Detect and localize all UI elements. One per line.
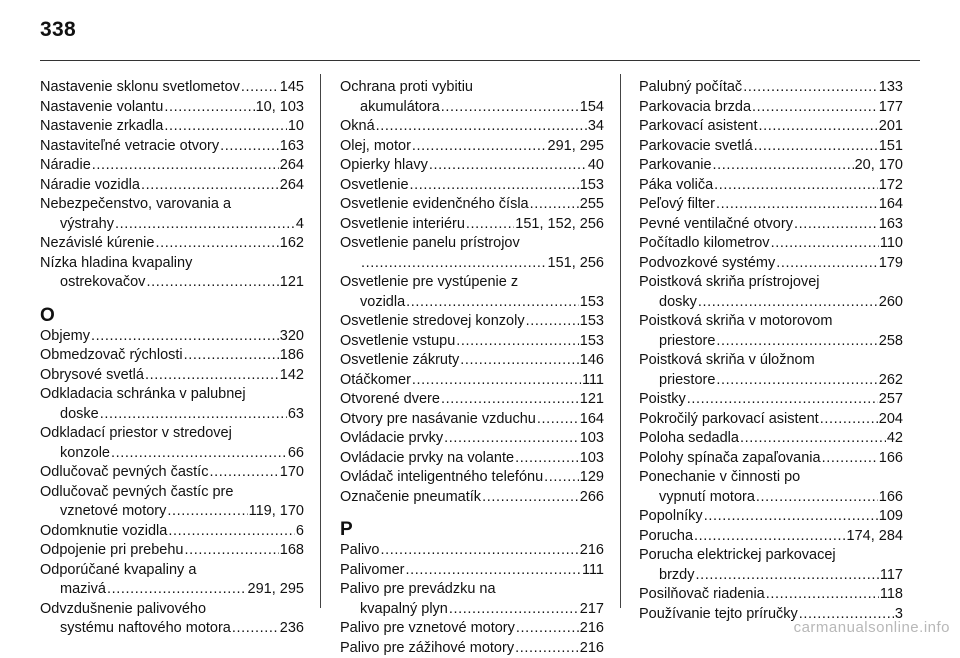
- entry-term: Označenie pneumatík: [340, 488, 481, 508]
- index-entry: [639, 195, 903, 215]
- entry-page-ref: 170: [280, 463, 304, 483]
- dot-leader: [740, 429, 886, 449]
- dot-leader: [515, 639, 579, 658]
- index-column-1: [40, 78, 304, 639]
- dot-leader: [460, 351, 579, 371]
- index-entry: [40, 156, 304, 176]
- dot-leader: [714, 176, 878, 196]
- entry-term: Osvetlenie: [340, 176, 409, 196]
- index-entry: [639, 117, 903, 137]
- dot-leader: [516, 619, 579, 639]
- dot-leader: [167, 502, 247, 522]
- entry-term: Nezávislé kúrenie: [40, 234, 154, 254]
- dot-leader: [406, 293, 579, 313]
- entry-page-ref: 264: [280, 176, 304, 196]
- entry-page-ref: 146: [580, 351, 604, 371]
- dot-leader: [184, 346, 279, 366]
- index-entry: [340, 541, 604, 561]
- entry-page-ref: 164: [580, 410, 604, 430]
- dot-leader: [466, 215, 514, 235]
- entry-page-ref: 117: [880, 566, 903, 586]
- entry-term: výstrahy: [60, 215, 114, 235]
- index-entry: [40, 327, 304, 347]
- entry-page-ref: 118: [880, 585, 903, 605]
- entry-term: kvapalný plyn: [360, 600, 448, 620]
- index-entry: [639, 78, 903, 98]
- entry-page-ref: 119, 170: [249, 502, 304, 522]
- entry-term: Odvzdušnenie palivového: [40, 600, 206, 620]
- dot-leader: [704, 507, 878, 527]
- entry-term: Ochrana proti vybitiu: [340, 78, 473, 98]
- entry-page-ref: 153: [580, 293, 604, 313]
- entry-page-ref: 153: [580, 176, 604, 196]
- entry-term: Olej, motor: [340, 137, 411, 157]
- entry-term: Otáčkomer: [340, 371, 411, 391]
- entry-term: Poistky: [639, 390, 686, 410]
- entry-term: Páka voliča: [639, 176, 713, 196]
- index-entry: [40, 254, 304, 293]
- entry-term: Odkladací priestor v stredovej: [40, 424, 232, 444]
- index-entry: [40, 600, 304, 639]
- entry-term: Palivo pre prevádzku na: [340, 580, 496, 600]
- index-entry: [639, 390, 903, 410]
- index-entry: [340, 488, 604, 508]
- entry-term: Nebezpečenstvo, varovania a: [40, 195, 231, 215]
- entry-page-ref: 174, 284: [847, 527, 903, 547]
- entry-term: Náradie vozidla: [40, 176, 140, 196]
- entry-page-ref: 163: [280, 137, 304, 157]
- entry-page-ref: 153: [580, 332, 604, 352]
- entry-page-ref: 10: [288, 117, 304, 137]
- dot-leader: [694, 527, 846, 547]
- dot-leader: [405, 561, 580, 581]
- dot-leader: [752, 98, 878, 118]
- dot-leader: [441, 390, 579, 410]
- entry-term: Palivo pre vznetové motory: [340, 619, 515, 639]
- column-divider: [620, 74, 621, 608]
- index-entry: [639, 215, 903, 235]
- entry-page-ref: 154: [580, 98, 604, 118]
- dot-leader: [687, 390, 878, 410]
- entry-term: Osvetlenie zákruty: [340, 351, 459, 371]
- entry-term: Odlučovač pevných častíc pre: [40, 483, 233, 503]
- entry-term: akumulátora: [360, 98, 440, 118]
- entry-term: Osvetlenie vstupu: [340, 332, 455, 352]
- dot-leader: [794, 215, 878, 235]
- entry-term: Odkladacia schránka v palubnej: [40, 385, 246, 405]
- entry-term: dosky: [659, 293, 697, 313]
- entry-page-ref: 40: [588, 156, 604, 176]
- dot-leader: [209, 463, 278, 483]
- entry-page-ref: 3: [895, 605, 903, 625]
- entry-page-ref: 258: [879, 332, 903, 352]
- index-entry: [639, 234, 903, 254]
- dot-leader: [91, 327, 279, 347]
- index-entry: [40, 463, 304, 483]
- index-entry: [639, 527, 903, 547]
- index-entry: [639, 468, 903, 507]
- entry-term: Osvetlenie evidenčného čísla: [340, 195, 529, 215]
- entry-term: Pokročilý parkovací asistent: [639, 410, 819, 430]
- entry-term: Peľový filter: [639, 195, 715, 215]
- entry-term: doske: [60, 405, 99, 425]
- entry-term: Podvozkové systémy: [639, 254, 775, 274]
- index-entry: [40, 98, 304, 118]
- index-entry: [40, 234, 304, 254]
- entry-term: Poistková skriňa prístrojovej: [639, 273, 820, 293]
- index-entry: [40, 541, 304, 561]
- entry-term: Ovládacie prvky na volante: [340, 449, 514, 469]
- dot-leader: [145, 366, 279, 386]
- entry-page-ref: 216: [580, 639, 604, 658]
- entry-page-ref: 121: [280, 273, 304, 293]
- index-letter-heading: P: [340, 519, 604, 541]
- entry-term: konzole: [60, 444, 110, 464]
- watermark: carmanualsonline.info: [794, 619, 950, 636]
- dot-leader: [754, 137, 878, 157]
- index-entry: [639, 156, 903, 176]
- dot-leader: [155, 234, 278, 254]
- dot-leader: [743, 78, 878, 98]
- index-entry: [340, 449, 604, 469]
- dot-leader: [766, 585, 879, 605]
- dot-leader: [164, 98, 254, 118]
- entry-page-ref: 260: [879, 293, 903, 313]
- entry-term: Posilňovač riadenia: [639, 585, 765, 605]
- dot-leader: [698, 293, 878, 313]
- entry-page-ref: 257: [879, 390, 903, 410]
- index-entry: [40, 483, 304, 522]
- entry-term: Nízka hladina kvapaliny: [40, 254, 192, 274]
- entry-term: Popolníky: [639, 507, 703, 527]
- entry-term: brzdy: [659, 566, 694, 586]
- dot-leader: [361, 254, 547, 274]
- dot-leader: [164, 117, 287, 137]
- dot-leader: [168, 522, 295, 542]
- entry-term: priestore: [659, 371, 715, 391]
- entry-page-ref: 186: [280, 346, 304, 366]
- index-entry: [340, 312, 604, 332]
- entry-page-ref: 216: [580, 619, 604, 639]
- entry-term: Okná: [340, 117, 375, 137]
- entry-term: systému naftového motora: [60, 619, 231, 639]
- index-entry: [340, 273, 604, 312]
- entry-page-ref: 166: [879, 488, 903, 508]
- entry-page-ref: 266: [580, 488, 604, 508]
- dot-leader: [241, 78, 279, 98]
- entry-page-ref: 216: [580, 541, 604, 561]
- entry-term: Otvorené dvere: [340, 390, 440, 410]
- index-entry: [639, 312, 903, 351]
- entry-page-ref: 34: [588, 117, 604, 137]
- entry-page-ref: 151: [879, 137, 903, 157]
- index-entry: [340, 429, 604, 449]
- dot-leader: [381, 541, 579, 561]
- dot-leader: [758, 117, 877, 137]
- entry-term: Osvetlenie interiéru: [340, 215, 465, 235]
- index-entry: [639, 449, 903, 469]
- dot-leader: [756, 488, 878, 508]
- index-entry: [639, 176, 903, 196]
- entry-term: Pevné ventilačné otvory: [639, 215, 793, 235]
- entry-term: Palubný počítač: [639, 78, 742, 98]
- index-entry: [639, 429, 903, 449]
- entry-page-ref: 111: [582, 371, 604, 391]
- index-entry: [639, 254, 903, 274]
- index-entry: [40, 561, 304, 600]
- index-entry: [639, 507, 903, 527]
- dot-leader: [526, 312, 579, 332]
- entry-page-ref: 103: [580, 429, 604, 449]
- dot-leader: [449, 600, 579, 620]
- entry-term: vozidla: [360, 293, 405, 313]
- entry-page-ref: 168: [280, 541, 304, 561]
- index-entry: [639, 546, 903, 585]
- index-entry: [340, 195, 604, 215]
- entry-page-ref: 291, 295: [548, 137, 604, 157]
- entry-page-ref: 217: [580, 600, 604, 620]
- index-entry: [639, 137, 903, 157]
- entry-term: Ponechanie v činnosti po: [639, 468, 800, 488]
- index-entry: [340, 351, 604, 371]
- entry-term: Palivo pre zážihové motory: [340, 639, 514, 658]
- entry-page-ref: 291, 295: [248, 580, 304, 600]
- dot-leader: [185, 541, 279, 561]
- entry-page-ref: 151, 256: [548, 254, 604, 274]
- column-divider: [320, 74, 321, 608]
- dot-leader: [537, 410, 579, 430]
- dot-leader: [412, 137, 547, 157]
- entry-term: Ovládač inteligentného telefónu: [340, 468, 543, 488]
- entry-term: Obmedzovač rýchlosti: [40, 346, 183, 366]
- index-entry: [639, 585, 903, 605]
- dot-leader: [695, 566, 878, 586]
- entry-term: Odlučovač pevných častíc: [40, 463, 208, 483]
- index-entry: [340, 176, 604, 196]
- entry-page-ref: 111: [582, 561, 604, 581]
- index-entry: [340, 234, 604, 273]
- entry-page-ref: 129: [580, 468, 604, 488]
- page-number: 338: [40, 18, 76, 42]
- index-column-2: [340, 78, 604, 658]
- index-entry: [340, 390, 604, 410]
- index-entry: [340, 117, 604, 137]
- index-entry: [340, 410, 604, 430]
- entry-term: Polohy spínača zapaľovania: [639, 449, 821, 469]
- entry-term: Objemy: [40, 327, 90, 347]
- dot-leader: [544, 468, 579, 488]
- entry-page-ref: 255: [580, 195, 604, 215]
- dot-leader: [441, 98, 579, 118]
- entry-page-ref: 10, 103: [256, 98, 304, 118]
- dot-leader: [776, 254, 878, 274]
- entry-page-ref: 66: [288, 444, 304, 464]
- index-entry: [340, 137, 604, 157]
- entry-term: ostrekovačov: [60, 273, 145, 293]
- entry-page-ref: 204: [879, 410, 903, 430]
- dot-leader: [100, 405, 287, 425]
- index-entry: [40, 346, 304, 366]
- index-entry: [40, 137, 304, 157]
- dot-leader: [482, 488, 579, 508]
- dot-leader: [232, 619, 279, 639]
- entry-page-ref: 151, 152, 256: [515, 215, 604, 235]
- index-entry: [639, 351, 903, 390]
- entry-page-ref: 6: [296, 522, 304, 542]
- index-entry: [40, 195, 304, 234]
- entry-page-ref: 133: [879, 78, 903, 98]
- entry-term: Palivo: [340, 541, 380, 561]
- entry-page-ref: 177: [879, 98, 903, 118]
- dot-leader: [515, 449, 579, 469]
- entry-term: Parkovanie: [639, 156, 712, 176]
- dot-leader: [716, 195, 878, 215]
- entry-term: Parkovací asistent: [639, 117, 757, 137]
- index-entry: [639, 410, 903, 430]
- dot-leader: [146, 273, 278, 293]
- dot-leader: [716, 371, 877, 391]
- dot-leader: [713, 156, 854, 176]
- entry-term: Nastaviteľné vetracie otvory: [40, 137, 219, 157]
- dot-leader: [220, 137, 279, 157]
- entry-term: Poistková skriňa v motorovom: [639, 312, 832, 332]
- index-entry: [340, 580, 604, 619]
- dot-leader: [530, 195, 579, 215]
- entry-page-ref: 109: [879, 507, 903, 527]
- entry-page-ref: 42: [887, 429, 903, 449]
- index-entry: [340, 468, 604, 488]
- entry-term: Poistková skriňa v úložnom: [639, 351, 815, 371]
- entry-term: Osvetlenie panelu prístrojov: [340, 234, 520, 254]
- index-entry: [639, 273, 903, 312]
- entry-page-ref: 201: [879, 117, 903, 137]
- dot-leader: [376, 117, 587, 137]
- dot-leader: [444, 429, 579, 449]
- index-entry: [340, 156, 604, 176]
- entry-term: Nastavenie volantu: [40, 98, 163, 118]
- entry-page-ref: 110: [880, 234, 903, 254]
- entry-page-ref: 164: [879, 195, 903, 215]
- entry-term: mazivá: [60, 580, 106, 600]
- dot-leader: [820, 410, 878, 430]
- entry-term: priestore: [659, 332, 715, 352]
- entry-page-ref: 264: [280, 156, 304, 176]
- index-column-3: [639, 78, 903, 624]
- dot-leader: [141, 176, 279, 196]
- entry-term: vypnutí motora: [659, 488, 755, 508]
- index-entry: [340, 332, 604, 352]
- entry-term: Otvory pre nasávanie vzduchu: [340, 410, 536, 430]
- dot-leader: [456, 332, 579, 352]
- entry-term: Odomknutie vozidla: [40, 522, 167, 542]
- entry-term: Odporúčané kvapaliny a: [40, 561, 196, 581]
- entry-page-ref: 262: [879, 371, 903, 391]
- entry-term: Osvetlenie stredovej konzoly: [340, 312, 525, 332]
- entry-term: Parkovacia brzda: [639, 98, 751, 118]
- entry-term: Porucha: [639, 527, 693, 547]
- entry-page-ref: 179: [879, 254, 903, 274]
- entry-page-ref: 63: [288, 405, 304, 425]
- entry-term: Ovládacie prvky: [340, 429, 443, 449]
- index-entry: [40, 366, 304, 386]
- entry-term: Porucha elektrickej parkovacej: [639, 546, 836, 566]
- entry-page-ref: 166: [879, 449, 903, 469]
- dot-leader: [771, 234, 879, 254]
- entry-page-ref: 145: [280, 78, 304, 98]
- entry-page-ref: 236: [280, 619, 304, 639]
- dot-leader: [822, 449, 878, 469]
- entry-page-ref: 4: [296, 215, 304, 235]
- index-letter-heading: O: [40, 305, 304, 327]
- index-entry: [340, 215, 604, 235]
- entry-term: Opierky hlavy: [340, 156, 428, 176]
- index-entry: [40, 176, 304, 196]
- index-entry: [40, 424, 304, 463]
- index-entry: [639, 98, 903, 118]
- entry-term: Odpojenie pri prebehu: [40, 541, 184, 561]
- entry-page-ref: 172: [879, 176, 903, 196]
- dot-leader: [412, 371, 581, 391]
- entry-page-ref: 103: [580, 449, 604, 469]
- entry-term: Poloha sedadla: [639, 429, 739, 449]
- entry-page-ref: 20, 170: [855, 156, 903, 176]
- index-entry: [40, 117, 304, 137]
- entry-term: Osvetlenie pre vystúpenie z: [340, 273, 518, 293]
- index-entry: [40, 385, 304, 424]
- entry-term: Palivomer: [340, 561, 404, 581]
- index-entry: [40, 522, 304, 542]
- entry-page-ref: 121: [580, 390, 604, 410]
- dot-leader: [410, 176, 579, 196]
- entry-term: Obrysové svetlá: [40, 366, 144, 386]
- index-entry: [340, 619, 604, 639]
- index-entry: [340, 371, 604, 391]
- dot-leader: [716, 332, 877, 352]
- entry-page-ref: 162: [280, 234, 304, 254]
- dot-leader: [107, 580, 247, 600]
- dot-leader: [115, 215, 295, 235]
- entry-term: Počítadlo kilometrov: [639, 234, 770, 254]
- dot-leader: [429, 156, 587, 176]
- entry-term: vznetové motory: [60, 502, 166, 522]
- entry-term: Nastavenie sklonu svetlometov: [40, 78, 240, 98]
- dot-leader: [92, 156, 279, 176]
- index-entry: [340, 639, 604, 658]
- entry-term: Používanie tejto príručky: [639, 605, 798, 625]
- index-entry: [340, 561, 604, 581]
- entry-page-ref: 320: [280, 327, 304, 347]
- entry-term: Nastavenie zrkadla: [40, 117, 163, 137]
- dot-leader: [111, 444, 287, 464]
- entry-page-ref: 142: [280, 366, 304, 386]
- index-entry: [340, 78, 604, 117]
- header-rule: [40, 60, 920, 61]
- index-entry: [40, 78, 304, 98]
- entry-term: Parkovacie svetlá: [639, 137, 753, 157]
- entry-term: Náradie: [40, 156, 91, 176]
- entry-page-ref: 163: [879, 215, 903, 235]
- entry-page-ref: 153: [580, 312, 604, 332]
